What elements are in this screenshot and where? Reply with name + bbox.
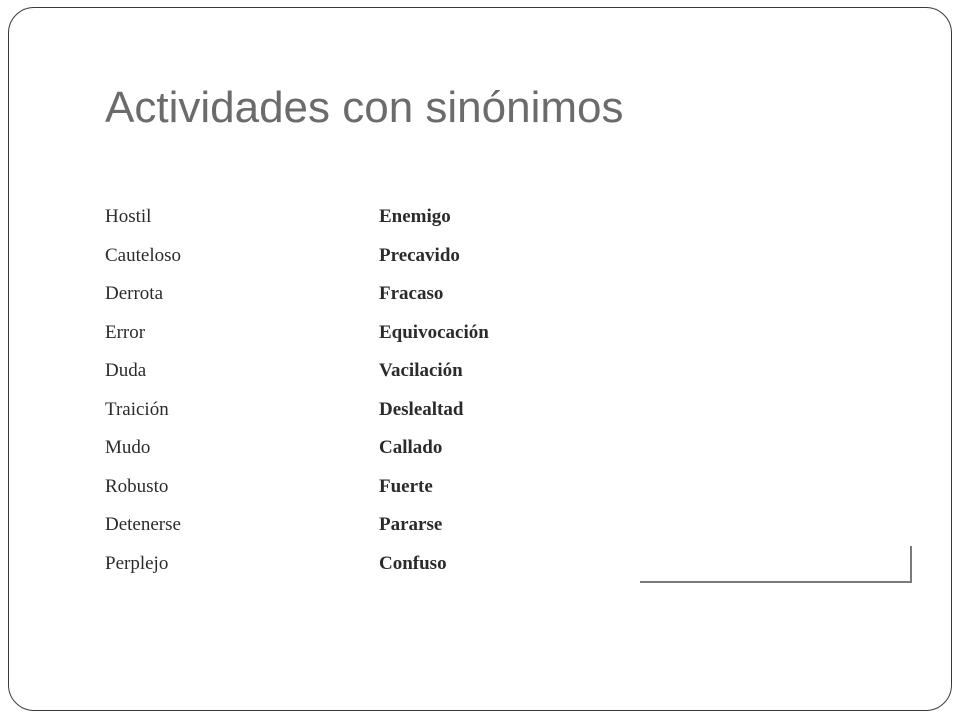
word-cell: Duda	[105, 360, 147, 381]
table-row	[105, 545, 565, 584]
table-row	[105, 506, 565, 545]
synonym-cell: Enemigo	[379, 206, 451, 227]
synonym-cell: Pararse	[379, 514, 443, 535]
word-cell: Detenerse	[105, 514, 181, 535]
word-cell: Traición	[105, 398, 169, 420]
word-cell: Perplejo	[105, 552, 169, 574]
table-row	[105, 352, 565, 391]
synonym-cell: Fuerte	[379, 475, 433, 497]
synonym-cell: Equivocación	[379, 321, 489, 343]
synonym-cell: Confuso	[379, 552, 447, 574]
word-cell: Cauteloso	[105, 244, 181, 266]
table-row	[105, 275, 565, 314]
synonym-table	[105, 198, 565, 583]
synonym-cell: Precavido	[379, 244, 460, 266]
table-row	[105, 468, 565, 507]
synonym-cell: Vacilación	[379, 360, 463, 381]
synonym-cell: Deslealtad	[379, 398, 464, 420]
word-cell: Robusto	[105, 475, 169, 497]
table-row	[105, 391, 565, 430]
word-cell: Error	[105, 321, 146, 343]
synonym-cell: Callado	[379, 437, 443, 458]
word-cell: Mudo	[105, 437, 151, 458]
corner-bracket-line	[640, 546, 912, 583]
table-row	[105, 429, 565, 468]
word-cell: Hostil	[105, 206, 152, 227]
slide-title: Actividades con sinónimos	[105, 83, 624, 132]
word-cell: Derrota	[105, 283, 164, 304]
table-row	[105, 198, 565, 237]
synonym-cell: Fracaso	[379, 283, 444, 304]
table-row	[105, 314, 565, 353]
table-row	[105, 237, 565, 276]
